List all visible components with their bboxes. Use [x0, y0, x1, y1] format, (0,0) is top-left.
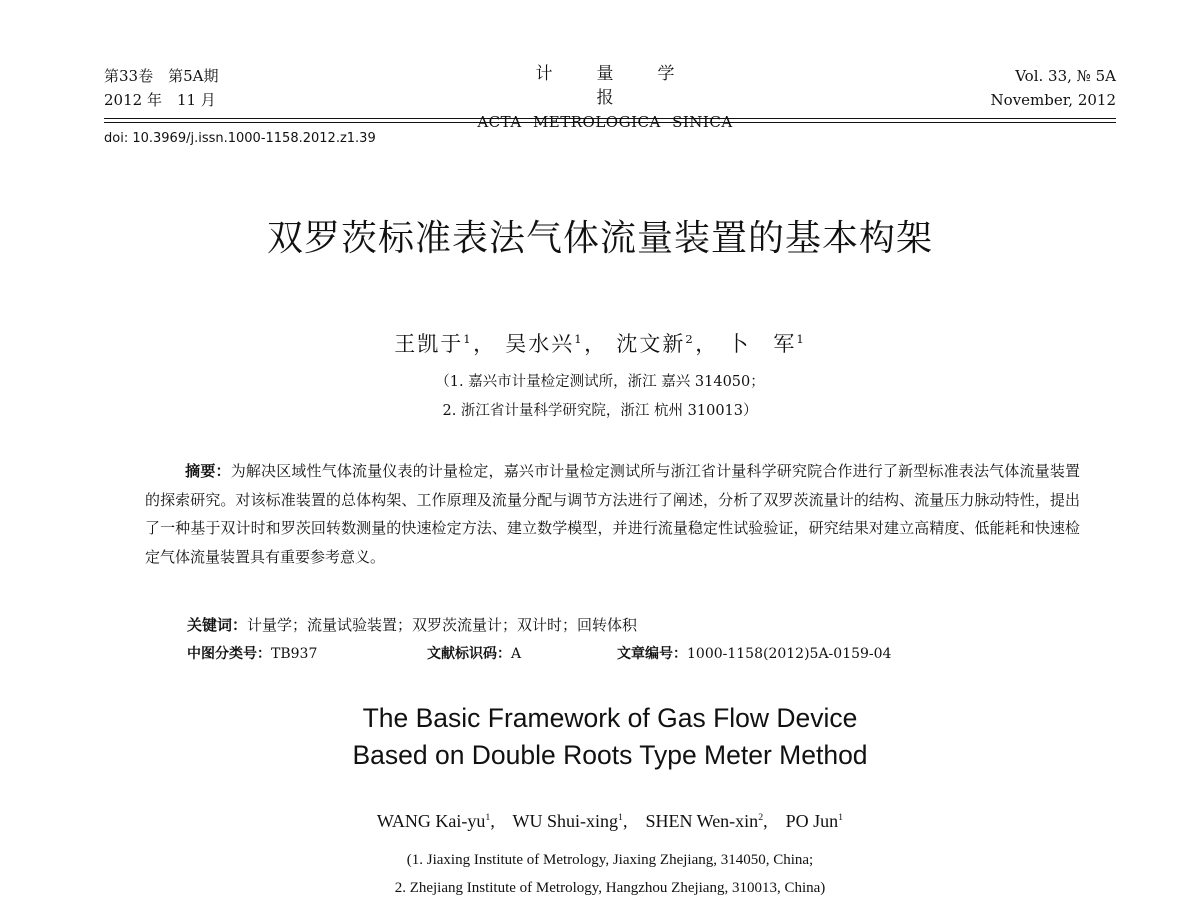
keywords — [187, 614, 637, 635]
clc-label: 中图分类号： — [187, 646, 271, 662]
doc-code-value: A — [511, 646, 522, 662]
affiliation-cn-2: 2. 浙江省计量科学研究院，浙江 杭州 310013） — [442, 403, 758, 419]
authors-cn: 王凯于$^1$， 吴水兴$^1$， 沈文新$^2$， 卜 军$^1$ — [394, 332, 806, 356]
author-cn: 卜 军$^1$ — [727, 332, 806, 356]
header-journal — [470, 62, 740, 134]
author-en: PO Jun$^1$ — [785, 811, 844, 831]
date-en: November, 2012 — [990, 91, 1116, 109]
abstract-label: 摘要： — [185, 462, 231, 480]
abstract-text: 为解决区域性气体流量仪表的计量检定，嘉兴市计量检定测试所与浙江省计量科学研究院合作进行了新型标准表法气体流量装置的探索研究。对该标准装置的总体构架、工作原理及流量分配与调节方法进行了阐述，分析了双罗茨流量计的结构、流量压力脉动特性，提出了一种基于双计时和罗茨回转数测量的快速检定方法、建立数学模型，并进行流量稳定性试验验证，研究结果对建立高精度、低能耗和快速检定气体流量装置具有重要参考意义。 — [145, 462, 1080, 566]
header-left — [104, 64, 218, 112]
clc-value: TB937 — [271, 646, 318, 662]
article-number-label: 文章编号： — [617, 646, 687, 662]
affiliation-en-1: (1. Jiaxing Institute of Metrology, Jiaxing Zhejiang, 314050, China; — [406, 852, 814, 868]
volume-cn: 第33卷 第5A期 — [104, 67, 219, 85]
author-en: WANG Kai-$yu^1$ — [376, 811, 491, 831]
abstract — [145, 457, 1080, 571]
header-rule-thin — [104, 122, 1116, 123]
journal-name-en: ACTA METROLOGICA SINICA — [477, 113, 733, 131]
affiliation-en-2: 2. Zhejiang Institute of Metrology, Hangzhou Zhejiang, 310013, China) — [394, 880, 826, 896]
author-cn: 吴水兴$^1$ — [505, 332, 584, 356]
keywords-text: 计量学；流量试验装置；双罗茨流量计；双计时；回转体积 — [247, 616, 638, 634]
authors-en: WANG Kai-$yu^1$, WU Shui-xing$^1$, SHEN Wen-xin$^2$, PO Jun$^1$ — [376, 811, 844, 831]
affiliations-en — [0, 846, 1200, 902]
affiliations-cn — [0, 368, 1200, 426]
keywords-label: 关键词： — [187, 616, 248, 634]
author-cn: 沈文新$^2$ — [616, 332, 695, 356]
author-en: WU Shui-xing$^1$ — [512, 811, 623, 831]
doi: doi: 10.3969/j.issn.1000-1158.2012.z1.39 — [104, 131, 376, 146]
date-cn: 2012 年 11 月 — [104, 91, 216, 109]
affiliation-cn-1: （1. 嘉兴市计量检定测试所，浙江 嘉兴 314050； — [435, 374, 765, 390]
classification-line — [187, 643, 891, 663]
doc-code-label: 文献标识码： — [427, 646, 511, 662]
title-cn: 双罗茨标准表法气体流量装置的基本构架 — [266, 218, 933, 259]
title-en-line-1: The Basic Framework of Gas Flow Device — [362, 703, 858, 733]
header-rule-thick — [104, 118, 1116, 119]
title-en — [0, 700, 1200, 774]
volume-en: Vol. 33, № 5A — [1015, 67, 1116, 85]
author-cn: 王凯于$^1$ — [394, 332, 473, 356]
article-number-value: 1000-1158(2012)5A-0159-04 — [687, 646, 892, 662]
author-en: SHEN Wen-xin$^2$ — [645, 811, 764, 831]
title-en-line-2: Based on Double Roots Type Meter Method — [352, 740, 868, 770]
header-right — [991, 64, 1116, 112]
journal-name-cn: 计量学报 — [535, 64, 719, 108]
